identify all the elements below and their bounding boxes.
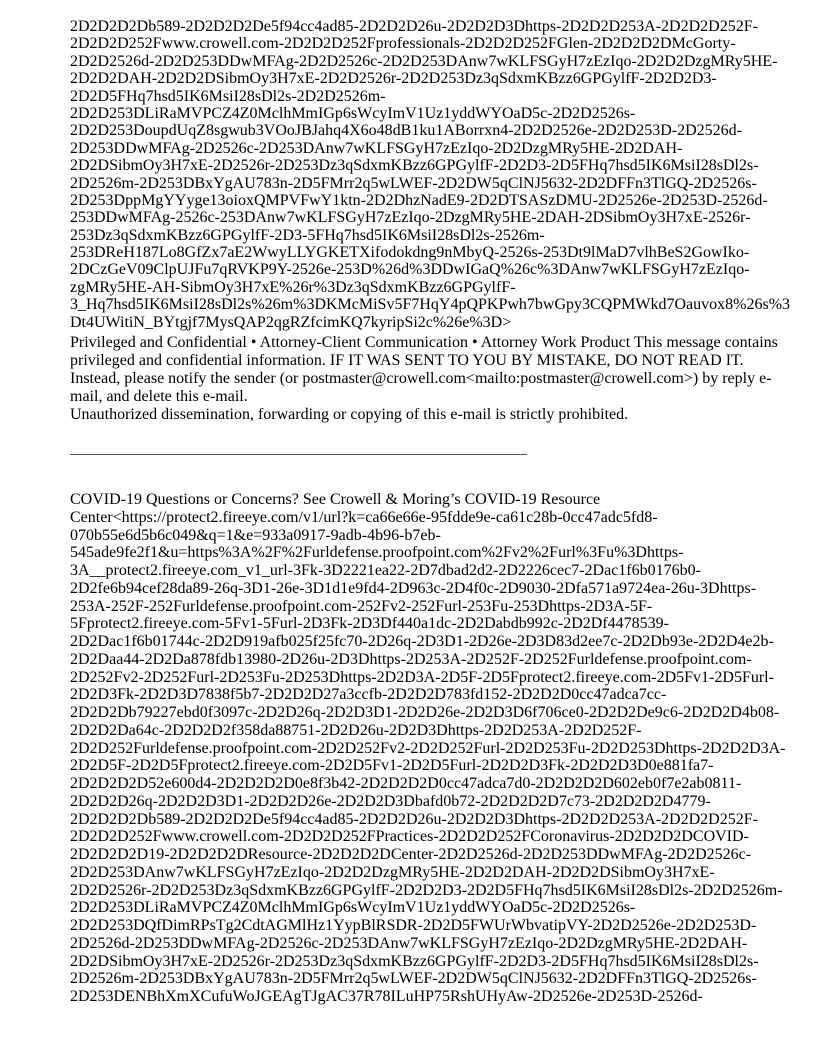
covid-line: 2D2D2D2D52e600d4-2D2D2D2D0e8f3b42-2D2D2D2D0cc47adca7d0-2D2D2D2D602eb0f7e2ab0811- — [70, 775, 742, 792]
covid-line: 2D2D3Fk-2D2D3D7838f5b7-2D2D2D27a3ccfb-2D2D2D783fd152-2D2D2D0cc47adca7cc- — [70, 686, 667, 704]
covid-line: 2D252Fv2-2D252Furl-2D253Fu-2D253Dhttps-2D2D3A-2D5F-2D5Fprotect2.fireeye.com-2D5Fv1-2D5Furl- — [70, 668, 774, 686]
covid-line: 2D2526m-2D253DBxYgAU783n-2D5FMrr2q5wLWEF-2D2DW5qClNJ5632-2D2DFFn3TlGQ-2D2526s- — [70, 970, 757, 988]
url-line: 3_Hq7hsd5IK6MsiI28sDl2s%26m%3DKMcMiSv5F7HqY4pQPKPwh7bwGpy3CQPMWkd7Oauvox8%26s%3 — [70, 296, 791, 314]
covid-line: COVID-19 Questions or Concerns? See Crowell & Moring’s COVID-19 Resource — [70, 491, 601, 508]
covid-line: 2D2D5F-2D2D5Fprotect2.fireeye.com-2D2D5Fv1-2D2D5Furl-2D2D2D3Fk-2D2D2D3D0e881fa7- — [70, 757, 714, 775]
url-line: 253DDwMFAg-2526c-253DAnw7wKLFSGyH7zEzIqo-2DzgMRy5HE-2DAH-2DSibmOy3H7xE-2526r- — [70, 209, 751, 227]
url-line: 2D253DppMgYYyge13oioxQMPVFwY1ktn-2D2DhzNadE9-2D2DTSASzDMU-2D2526e-2D253D-2526d- — [70, 191, 768, 209]
covid-line: 3A__protect2.fireeye.com_v1_url-3Fk-3D2221ea22-2D7dbad2d2-2D2226cec7-2Dac1f6b0176b0- — [70, 562, 701, 579]
covid-line: 2D2D252Furldefense.proofpoint.com-2D2D252Fv2-2D2D252Furl-2D2D253Fu-2D2D253Dhttps-2D2D2D3A- — [70, 739, 786, 757]
covid-line: 2D2526d-2D253DDwMFAg-2D2526c-2D253DAnw7wKLFSGyH7zEzIqo-2D2DzgMRy5HE-2D2DAH- — [70, 934, 748, 952]
covid-line: 2D2D2D2D19-2D2D2D2DResource-2D2D2D2DCenter-2D2D2526d-2D2D253DDwMFAg-2D2D2526c- — [70, 846, 752, 863]
covid-line: 2D2D253DLiRaMVPCZ4Z0MclhMmIGp6sWcyImV1Uz1yddWYOaD5c-2D2D2526s- — [70, 899, 636, 917]
url-line: 2DCzGeV09ClpUJFu7qRVKP9Y-2526e-253D%26d%3DDwIGaQ%26c%3DAnw7wKLFSGyH7zEzIqo- — [70, 261, 750, 279]
url-line: 253DReH187Lo8GfZx7aE2WwyLLYGKETXifodokdng9nMbyQ-2526s-253Dt9lMaD7vlhBeS2GowIko- — [70, 244, 750, 262]
covid-line: 2D2D2Da64c-2D2D2D2f358da88751-2D2D26u-2D2D3Dhttps-2D2D253A-2D2D252F- — [70, 721, 642, 739]
covid-line: 2D2D2D2Db589-2D2D2D2De5f94cc4ad85-2D2D2D26u-2D2D2D3Dhttps-2D2D2D253A-2D2D2D252F- — [70, 810, 758, 828]
url-line: 2D2D2526d-2D2D253DDwMFAg-2D2D2526c-2D2D253DAnw7wKLFSGyH7zEzIqo-2D2D2DzgMRy5HE- — [70, 52, 778, 70]
covid-line: 2D2D2D26q-2D2D2D3D1-2D2D2D26e-2D2D2D3Dbafd0b72-2D2D2D2D7c73-2D2D2D2D4779- — [70, 792, 711, 810]
covid-line: 2D2D253DAnw7wKLFSGyH7zEzIqo-2D2D2DzgMRy5HE-2D2D2DAH-2D2D2DSibmOy3H7xE- — [70, 863, 715, 881]
url-line: 2D2526m-2D253DBxYgAU783n-2D5FMrr2q5wLWEF-2D2DW5qClNJ5632-2D2DFFn3TlGQ-2D2526s- — [70, 174, 757, 192]
covid-line: 2D2Daa44-2D2Da878fdb13980-2D26u-2D3Dhttps-2D253A-2D252F-2D252Furldefense.proofpoint.com- — [70, 650, 752, 668]
covid-line: 253A-252F-252Furldefense.proofpoint.com-252Fv2-252Furl-253Fu-253Dhttps-2D3A-5F- — [70, 597, 653, 615]
notice-line: Unauthorized dissemination, forwarding or copying of this e-mail is strictly prohibited. — [70, 406, 629, 423]
url-line: 2D2D2D2Db589-2D2D2D2De5f94cc4ad85-2D2D2D26u-2D2D2D3Dhttps-2D2D2D253A-2D2D2D252F- — [70, 18, 758, 35]
covid-line: 2D2D2Db79227ebd0f3097c-2D2D26q-2D2D3D1-2D2D26e-2D2D3D6f706ce0-2D2D2De9c6-2D2D2D4b08- — [70, 704, 780, 721]
covid-line: 2D2Dac1f6b01744c-2D2D919afb025f25fc70-2D26q-2D3D1-2D26e-2D3D83d2ee7c-2D2Db93e-2D2D4e2b- — [70, 633, 774, 650]
url-defense-link-text[interactable] — [70, 18, 790, 331]
url-line: Dt4UWitiN_BYtgjf7MysQAP2qgRZfcimKQ7kyripSi2c%26e%3D> — [70, 313, 512, 331]
notice-line: privileged and confidential information. IF IT WAS SENT TO YOU BY MISTAKE, DO NOT READ IT. — [70, 352, 744, 369]
covid-line: 070b55e6d5b6c049&q=1&e=933a0917-9adb-4b96-b7eb- — [70, 526, 441, 544]
covid-line: Center<https://protect2.fireeye.com/v1/url?k=ca66e66e-95fdde9e-ca61c28b-0cc47adc5fd8- — [70, 508, 658, 526]
covid-line: 2D2D2526r-2D2D253Dz3qSdxmKBzz6GPGylfF-2D2D2D3-2D2D5FHq7hsd5IK6MsiI28sDl2s-2D2D2526m- — [70, 881, 783, 899]
covid-line: 545ade9fe2f1&u=https%3A%2F%2Furldefense.proofpoint.com%2Fv2%2Furl%3Fu%3Dhttps- — [70, 544, 684, 562]
url-line: 2D2D253DLiRaMVPCZ4Z0MclhMmIGp6sWcyImV1Uz1yddWYOaD5c-2D2D2526s- — [70, 104, 636, 122]
url-line: 253Dz3qSdxmKBzz6GPGylfF-2D3-5FHq7hsd5IK6MsiI28sDl2s-2526m- — [70, 226, 545, 244]
signature-separator — [70, 454, 527, 455]
confidentiality-notice — [70, 334, 778, 424]
url-line: 2D2D2DAH-2D2D2DSibmOy3H7xE-2D2D2526r-2D2D253Dz3qSdxmKBzz6GPGylfF-2D2D2D3- — [70, 70, 717, 88]
notice-line: Instead, please notify the sender (or postmaster@crowell.com<mailto:postmaster@crowell.com>) by reply e- — [70, 370, 772, 387]
url-line: 2D2D253DoupdUqZ8sgwub3VOoJBJahq4X6o48dB1ku1ABorrxn4-2D2D2526e-2D2D253D-2D2526d- — [70, 122, 742, 140]
url-line: zgMRy5HE-AH-SibmOy3H7xE%26r%3Dz3qSdxmKBzz6GPGylfF- — [70, 278, 516, 296]
url-line: 2D2D2D252Fwww.crowell.com-2D2D2D252Fprofessionals-2D2D2D252FGlen-2D2D2D2DMcGorty- — [70, 35, 736, 53]
covid-line: 2D2DSibmOy3H7xE-2D2526r-2D253Dz3qSdxmKBzz6GPGylfF-2D2D3-2D5FHq7hsd5IK6MsiI28sDl2s- — [70, 952, 759, 970]
covid-line: 2D253DENBhXmXCufuWoJGEAgTJgAC37R78ILuHP75RshUHyAw-2D2526e-2D253D-2526d- — [70, 988, 703, 1005]
notice-line: mail, and delete this e-mail. — [70, 388, 248, 405]
covid-line: 2D2D2D252Fwww.crowell.com-2D2D2D252FPractices-2D2D2D252FCoronavirus-2D2D2D2DCOVID- — [70, 828, 749, 846]
covid-line: 2D2D253DQfDimRPsTg2CdtAGMlHz1YypBlRSDR-2D2D5FWUrWbvatipVY-2D2D2526e-2D2D253D- — [70, 917, 757, 934]
url-line: 2D2DSibmOy3H7xE-2D2526r-2D253Dz3qSdxmKBzz6GPGylfF-2D2D3-2D5FHq7hsd5IK6MsiI28sDl2s- — [70, 157, 759, 175]
covid-line: 5Fprotect2.fireeye.com-5Fv1-5Furl-2D3Fk-2D3Df440a1dc-2D2Dabdb992c-2D2Df4478539- — [70, 615, 669, 633]
url-line: 2D253DDwMFAg-2D2526c-2D253DAnw7wKLFSGyH7zEzIqo-2D2DzgMRy5HE-2D2DAH- — [70, 139, 683, 157]
covid-resource-notice — [70, 491, 786, 1006]
covid-line: 2D2fe6b94cef28da89-26q-3D1-26e-3D1d1e9fd4-2D963c-2D4f0c-2D9030-2Dfa571a9724ea-26u-3Dhttps- — [70, 579, 757, 597]
notice-line: Privileged and Confidential • Attorney-Client Communication • Attorney Work Product This message contains — [70, 334, 778, 351]
url-line: 2D2D5FHq7hsd5IK6MsiI28sDl2s-2D2D2526m- — [70, 87, 386, 105]
